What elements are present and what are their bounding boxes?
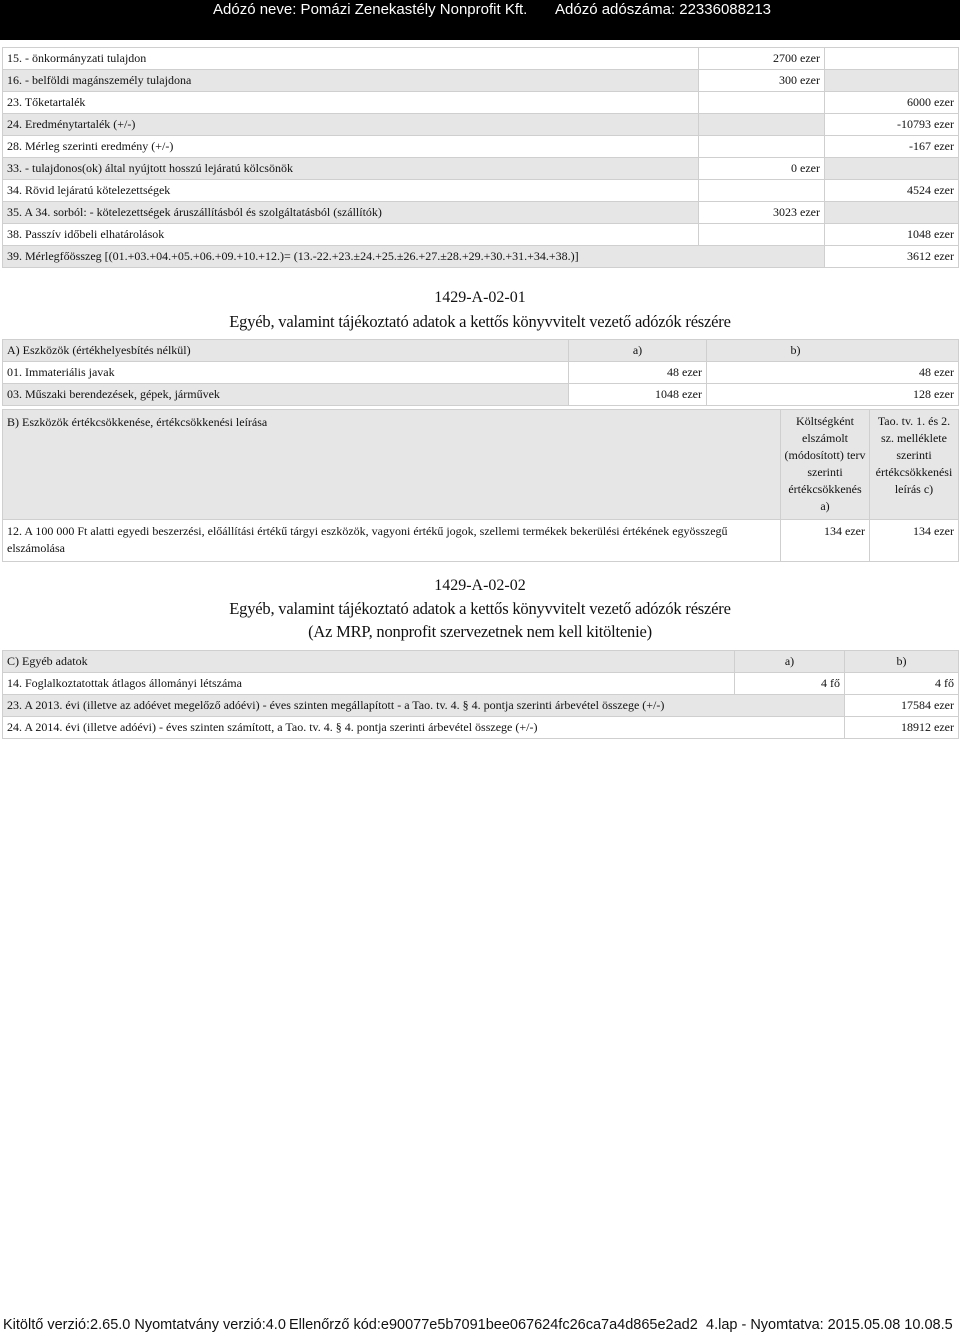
row-label: 39. Mérlegfőösszeg [(01.+03.+04.+05.+06.+09.+10.+12.)= (13.-22.+23.±24.+25.±26.+27.±28.+29.+30.+31.+34.+38.)]	[3, 246, 825, 268]
footer-check-code: Ellenőrző kód:e90077e5b7091bee067624fc26ca7a4d865e2ad2	[289, 1317, 698, 1333]
row-label: 24. A 2014. évi (illetve adóévi) - éves szinten számított, a Tao. tv. 4. § 4. pontja szerinti árbevétel összege (+/-)	[3, 717, 845, 739]
table-row	[3, 136, 959, 158]
row-value-b: 4 fő	[845, 673, 959, 695]
balance-sheet-table	[2, 47, 959, 268]
table-row	[3, 202, 959, 224]
table-row	[3, 48, 959, 70]
row-value-mid	[699, 114, 825, 136]
table-row	[3, 70, 959, 92]
row-value-right: -167 ezer	[825, 136, 959, 158]
row-value-right: 3612 ezer	[825, 246, 959, 268]
depreciation-heading: B) Eszközök értékcsökkenése, értékcsökkenési leírása	[3, 410, 781, 520]
table-header-row	[3, 651, 959, 673]
row-value-a: 48 ezer	[569, 362, 707, 384]
section-title: Egyéb, valamint tájékoztató adatok a kettős könyvvitelt vezető adózók részére	[229, 599, 731, 618]
row-label: 34. Rövid lejáratú kötelezettségek	[3, 180, 699, 202]
table-row	[3, 224, 959, 246]
row-value-a: 1048 ezer	[569, 384, 707, 406]
taxpayer-tax-number: Adózó adószáma: 22336088213	[555, 1, 772, 18]
column-header-a: Költségként elszámolt (módosított) terv szerinti értékcsökkenés a)	[781, 410, 870, 520]
table-header-row	[3, 340, 959, 362]
depreciation-table	[2, 409, 959, 562]
taxpayer-header	[0, 0, 960, 40]
row-value-b: 128 ezer	[707, 384, 959, 406]
row-value-right: 4524 ezer	[825, 180, 959, 202]
footer-version: Kitöltő verzió:2.65.0 Nyomtatvány verzió:4.0	[3, 1317, 286, 1333]
table-row	[3, 673, 959, 695]
table-row	[3, 158, 959, 180]
page-footer	[3, 1317, 960, 1337]
row-value-mid: 300 ezer	[699, 70, 825, 92]
taxpayer-name: Adózó neve: Pomázi Zenekastély Nonprofit Kft.	[213, 1, 528, 18]
row-value-a: 4 fő	[735, 673, 845, 695]
row-value-mid	[699, 136, 825, 158]
other-heading: C) Egyéb adatok	[3, 651, 735, 673]
row-value-mid: 3023 ezer	[699, 202, 825, 224]
section-subtitle: (Az MRP, nonprofit szervezetnek nem kell kitöltenie)	[308, 622, 652, 641]
row-value-right: 1048 ezer	[825, 224, 959, 246]
row-value-right	[825, 202, 959, 224]
row-label: 01. Immateriális javak	[3, 362, 569, 384]
table-row	[3, 180, 959, 202]
section-code: 1429-A-02-01	[434, 289, 526, 306]
table-row	[3, 384, 959, 406]
row-label: 03. Műszaki berendezések, gépek, járművek	[3, 384, 569, 406]
row-label: 23. Tőketartalék	[3, 92, 699, 114]
column-header-b-label: b)	[790, 343, 801, 357]
column-header-a: a)	[569, 340, 707, 362]
column-header-b	[707, 340, 959, 362]
footer-page-info: 4.lap - Nyomtatva: 2015.05.08 10.08.5	[706, 1317, 953, 1333]
row-value-right	[825, 70, 959, 92]
table-row	[3, 362, 959, 384]
row-value-mid: 0 ezer	[699, 158, 825, 180]
row-label: 12. A 100 000 Ft alatti egyedi beszerzési, előállítási értékű tárgyi eszközök, vagyoni értékű jogok, szellemi termékek bekerülési értékének egyösszegű elszámolása	[3, 520, 781, 562]
row-value-b: 18912 ezer	[845, 717, 959, 739]
row-label: 28. Mérleg szerinti eredmény (+/-)	[3, 136, 699, 158]
row-value-mid	[699, 224, 825, 246]
row-label: 24. Eredménytartalék (+/-)	[3, 114, 699, 136]
section-code: 1429-A-02-02	[434, 577, 526, 594]
row-value-right: -10793 ezer	[825, 114, 959, 136]
row-value-right	[825, 158, 959, 180]
table-header-row	[3, 410, 959, 520]
other-data-table	[2, 650, 959, 739]
assets-table	[2, 339, 959, 406]
table-row	[3, 92, 959, 114]
row-label: 33. - tulajdonos(ok) által nyújtott hosszú lejáratú kölcsönök	[3, 158, 699, 180]
table-row	[3, 114, 959, 136]
assets-heading: A) Eszközök (értékhelyesbítés nélkül)	[3, 340, 569, 362]
row-label: 14. Foglalkoztatottak átlagos állományi létszáma	[3, 673, 735, 695]
row-value-mid	[699, 92, 825, 114]
table-row	[3, 695, 959, 717]
column-header-c: Tao. tv. 1. és 2. sz. melléklete szerinti értékcsökkenési leírás c)	[870, 410, 959, 520]
row-label: 15. - önkormányzati tulajdon	[3, 48, 699, 70]
row-label: 38. Passzív időbeli elhatárolások	[3, 224, 699, 246]
row-label: 16. - belföldi magánszemély tulajdona	[3, 70, 699, 92]
row-label: 23. A 2013. évi (illetve az adóévet megelőző adóévi) - éves szinten megállapított - a Tao. tv. 4. § 4. pontja szerinti árbevétel összege (+/-)	[3, 695, 845, 717]
table-row	[3, 520, 959, 562]
row-value-c: 134 ezer	[870, 520, 959, 562]
row-value-mid: 2700 ezer	[699, 48, 825, 70]
row-value-right: 6000 ezer	[825, 92, 959, 114]
row-value-b: 17584 ezer	[845, 695, 959, 717]
row-value-right	[825, 48, 959, 70]
row-value-mid	[699, 180, 825, 202]
row-value-a: 134 ezer	[781, 520, 870, 562]
table-row	[3, 246, 959, 268]
row-value-b: 48 ezer	[707, 362, 959, 384]
column-header-b: b)	[845, 651, 959, 673]
row-label: 35. A 34. sorból: - kötelezettségek áruszállításból és szolgáltatásból (szállítók)	[3, 202, 699, 224]
table-row	[3, 717, 959, 739]
column-header-a: a)	[735, 651, 845, 673]
section-title: Egyéb, valamint tájékoztató adatok a kettős könyvvitelt vezető adózók részére	[229, 312, 731, 331]
